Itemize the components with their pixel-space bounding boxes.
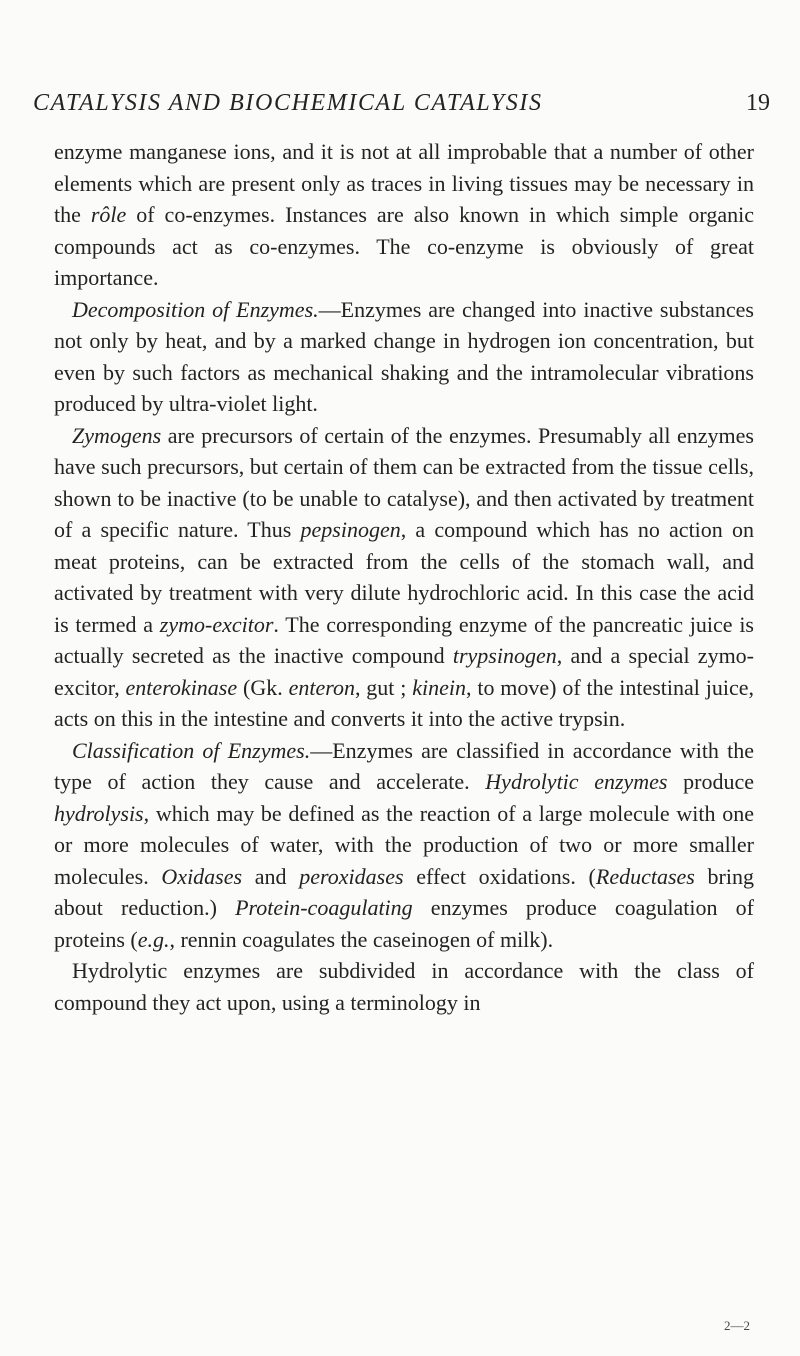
section-heading: Decomposition of Enzymes. bbox=[72, 296, 319, 322]
text-run: (Gk. bbox=[237, 674, 289, 700]
italic-term: hydrolysis bbox=[54, 800, 144, 826]
paragraph-classification bbox=[54, 735, 754, 956]
text-run: enzyme manganese ions, and it is not at all improbable that a number of other elements which are present only as traces in living tissues may be necessary in the bbox=[54, 139, 754, 227]
text-run: , a compound which has no action on meat proteins, can be extracted from the cells of the stomach wall, and activated by treatment with very dilute hydrochloric acid. In this case the acid is termed a bbox=[54, 517, 754, 637]
printer-signature: 2—2 bbox=[724, 1318, 750, 1333]
text-run: , which may be defined as the reaction of a large molecule with one or more molecules of water, with the production of two or more smaller molecules. bbox=[54, 800, 754, 889]
italic-term: Reductases bbox=[595, 863, 695, 889]
text-run: , gut ; bbox=[354, 674, 413, 700]
italic-term: rôle bbox=[90, 202, 127, 227]
italic-term: e.g. bbox=[137, 926, 170, 952]
paragraph-coenzymes bbox=[54, 136, 754, 294]
italic-term: kinein bbox=[412, 674, 466, 700]
italic-term: Hydrolytic enzymes bbox=[485, 769, 668, 794]
body-text bbox=[54, 136, 754, 1018]
italic-term: peroxidases bbox=[299, 863, 404, 889]
text-run: are precursors of certain of the enzymes. Presumably all enzymes have such precursors, but certain of them can be extracted from the tissue cells, shown to be inactive (to be unable to catalyse), and then activated by treatment of a specific nature. Thus bbox=[54, 422, 754, 542]
italic-term: Protein-coagulating bbox=[235, 895, 413, 920]
text-run: . The corresponding enzyme of the pancreatic juice is actually secreted as the inactive compound bbox=[54, 611, 754, 668]
text-run: enzymes produce coagulation of proteins ( bbox=[54, 895, 754, 952]
text-run: , to move) of the intestinal juice, acts on this in the intestine and converts it into the active trypsin. bbox=[54, 674, 754, 731]
running-header bbox=[33, 90, 770, 117]
italic-term: pepsinogen bbox=[300, 517, 401, 542]
italic-term: enterokinase bbox=[125, 674, 238, 700]
text-run: and bbox=[242, 863, 300, 889]
text-run: of co-enzymes. Instances are also known in which simple organic compounds act as co-enzymes. The co-enzyme is obviously of great importance. bbox=[54, 202, 754, 290]
italic-term: Zymogens bbox=[72, 422, 162, 448]
italic-term: enteron bbox=[288, 674, 355, 700]
text-run: —Enzymes are changed into inactive substances not only by heat, and by a marked change in hydrogen ion concentration, but even by such factors as mechanical shaking and the intramolecular vibrations produced by ultra-violet light. bbox=[54, 296, 754, 416]
text-run: , and a special zymo-excitor, bbox=[54, 643, 755, 700]
text-run: produce bbox=[667, 769, 754, 794]
paragraph-zymogens bbox=[54, 420, 754, 735]
italic-term: Oxidases bbox=[161, 863, 243, 889]
text-run: , rennin coagulates the caseinogen of milk). bbox=[169, 926, 554, 952]
section-heading: Classification of Enzymes. bbox=[72, 737, 311, 763]
paragraph-decomposition bbox=[54, 294, 754, 420]
text-run: —Enzymes are classified in accordance with the type of action they cause and accelerate. bbox=[54, 737, 755, 794]
italic-term: zymo-excitor bbox=[159, 611, 274, 637]
text-run: Hydrolytic enzymes are subdivided in accordance with the class of compound they act upon, using a terminology in bbox=[54, 958, 754, 1015]
text-run: bring about reduction.) bbox=[54, 863, 754, 920]
italic-term: trypsinogen bbox=[452, 643, 557, 668]
paragraph-hydrolytic bbox=[54, 955, 754, 1018]
page-number: 19 bbox=[746, 90, 770, 116]
text-run: effect oxidations. ( bbox=[403, 863, 596, 889]
running-title: CATALYSIS AND BIOCHEMICAL CATALYSIS bbox=[33, 90, 543, 116]
